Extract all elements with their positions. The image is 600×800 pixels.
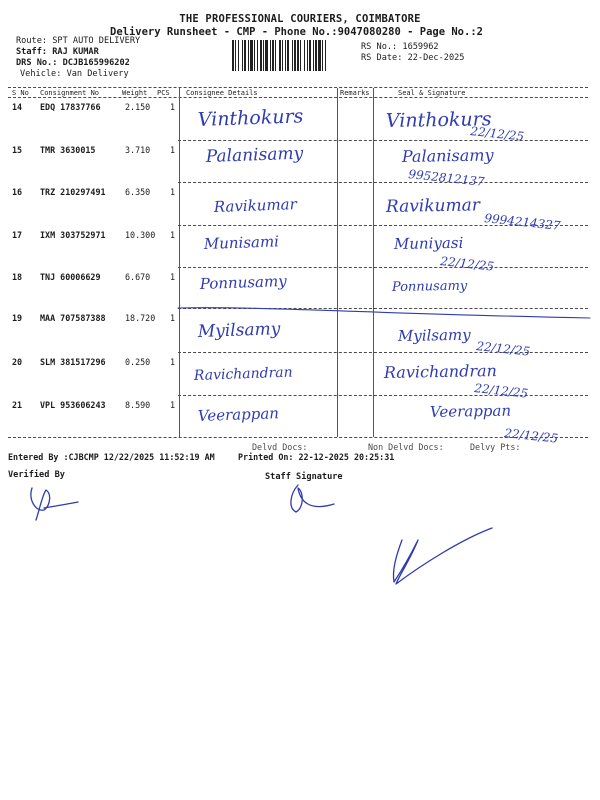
row-consignment: SLM 381517296	[40, 357, 106, 367]
row-pcs: 1	[170, 313, 176, 323]
row-pcs: 1	[170, 187, 176, 197]
row-pcs: 1	[170, 400, 176, 410]
row-serial: 17	[12, 230, 23, 240]
row-serial: 15	[12, 145, 23, 155]
seal-signature: Veerappan	[429, 401, 512, 421]
staff-text: Staff: RAJ KUMAR	[16, 47, 99, 57]
column-header-pcs: PCS	[157, 89, 170, 97]
seal-note: 22/12/25	[503, 426, 559, 446]
route-text: Route: SPT AUTO DELIVERY	[16, 36, 141, 46]
consignee-signature: Ponnusamy	[199, 271, 287, 293]
column-header-seal: Seal & Signature	[398, 89, 466, 97]
rs-date: RS Date: 22-Dec-2025	[361, 53, 465, 63]
row-weight: 6.670	[125, 272, 151, 282]
printed-on-text: Printed On: 22-12-2025 20:25:31	[238, 452, 395, 462]
seal-note: 22/12/25	[475, 339, 531, 359]
runsheet-subtitle: Delivery Runsheet - CMP - Phone No.:9047080280 - Page No.:2	[110, 26, 483, 38]
drs-number: DRS No.: DCJB165996202	[16, 58, 130, 68]
seal-note: 22/12/25	[473, 381, 529, 401]
row-consignment: IXM 303752971	[40, 230, 106, 240]
row-serial: 18	[12, 272, 23, 282]
seal-note: 9952812137	[407, 167, 486, 189]
column-header-weight: Weight	[122, 89, 148, 97]
non-delvd-docs-label: Non Delvd Docs:	[368, 442, 444, 452]
vehicle-text: Vehicle: Van Delivery	[20, 69, 129, 79]
seal-signature: Palanisamy	[401, 145, 494, 166]
row-weight: 6.350	[125, 187, 151, 197]
verified-by-label: Verified By	[8, 470, 65, 480]
row-consignment: TRZ 210297491	[40, 187, 106, 197]
row-pcs: 1	[170, 102, 176, 112]
seal-signature: Myilsamy	[397, 325, 471, 345]
consignee-signature: Palanisamy	[205, 143, 304, 167]
staff-signature-large	[393, 528, 492, 584]
consignee-signature: Veerappan	[197, 404, 280, 425]
staff-signature-label: Staff Signature	[265, 472, 343, 482]
seal-signature: Muniyasi	[393, 233, 464, 253]
seal-signature: Ponnusamy	[391, 278, 468, 295]
row-serial: 19	[12, 313, 23, 323]
row-consignment: VPL 953606243	[40, 400, 106, 410]
seal-signature: Vinthokurs	[385, 108, 492, 132]
consignee-signature: Vinthokurs	[197, 105, 304, 131]
row-serial: 16	[12, 187, 23, 197]
column-header-consignee: Consignee Details	[186, 89, 258, 97]
column-header-sno: S No	[12, 89, 29, 97]
delvd-docs-label: Delvd Docs:	[252, 442, 308, 452]
consignee-signature: Ravichandran	[193, 364, 293, 384]
staff-signature-mark	[291, 485, 334, 512]
row-serial: 20	[12, 357, 23, 367]
seal-note: 22/12/25	[439, 254, 495, 274]
row-weight: 0.250	[125, 357, 151, 367]
company-title: THE PROFESSIONAL COURIERS, COIMBATORE	[179, 13, 421, 25]
row-consignment: MAA 707587388	[40, 313, 106, 323]
row-pcs: 1	[170, 357, 176, 367]
row-pcs: 1	[170, 272, 176, 282]
row-serial: 14	[12, 102, 23, 112]
verified-by-signature	[31, 488, 78, 520]
column-header-remarks: Remarks	[340, 89, 370, 97]
seal-note: 22/12/25	[469, 124, 525, 144]
consignee-signature: Myilsamy	[197, 319, 281, 342]
row-consignment: TNJ 60006629	[40, 272, 101, 282]
row-weight: 2.150	[125, 102, 151, 112]
row-weight: 8.590	[125, 400, 151, 410]
entered-by-text: Entered By :CJBCMP 12/22/2025 11:52:19 AM	[8, 452, 215, 462]
delvy-pts-label: Delvy Pts:	[470, 442, 521, 452]
consignee-signature: Ravikumar	[213, 195, 298, 216]
seal-signature: Ravikumar	[385, 195, 481, 217]
seal-signature: Ravichandran	[383, 361, 498, 382]
consignee-signature: Munisami	[203, 232, 280, 253]
rs-number: RS No.: 1659962	[361, 42, 439, 52]
seal-note: 9994214327	[483, 211, 562, 233]
row-consignment: TMR 3630015	[40, 145, 96, 155]
row-weight: 3.710	[125, 145, 151, 155]
pen-stroke-mark	[178, 308, 590, 318]
row-serial: 21	[12, 400, 23, 410]
column-header-consignment: Consignment No	[40, 89, 100, 97]
row-weight: 18.720	[125, 313, 156, 323]
row-pcs: 1	[170, 145, 176, 155]
row-pcs: 1	[170, 230, 176, 240]
row-weight: 10.300	[125, 230, 156, 240]
row-consignment: EDQ 17837766	[40, 102, 101, 112]
